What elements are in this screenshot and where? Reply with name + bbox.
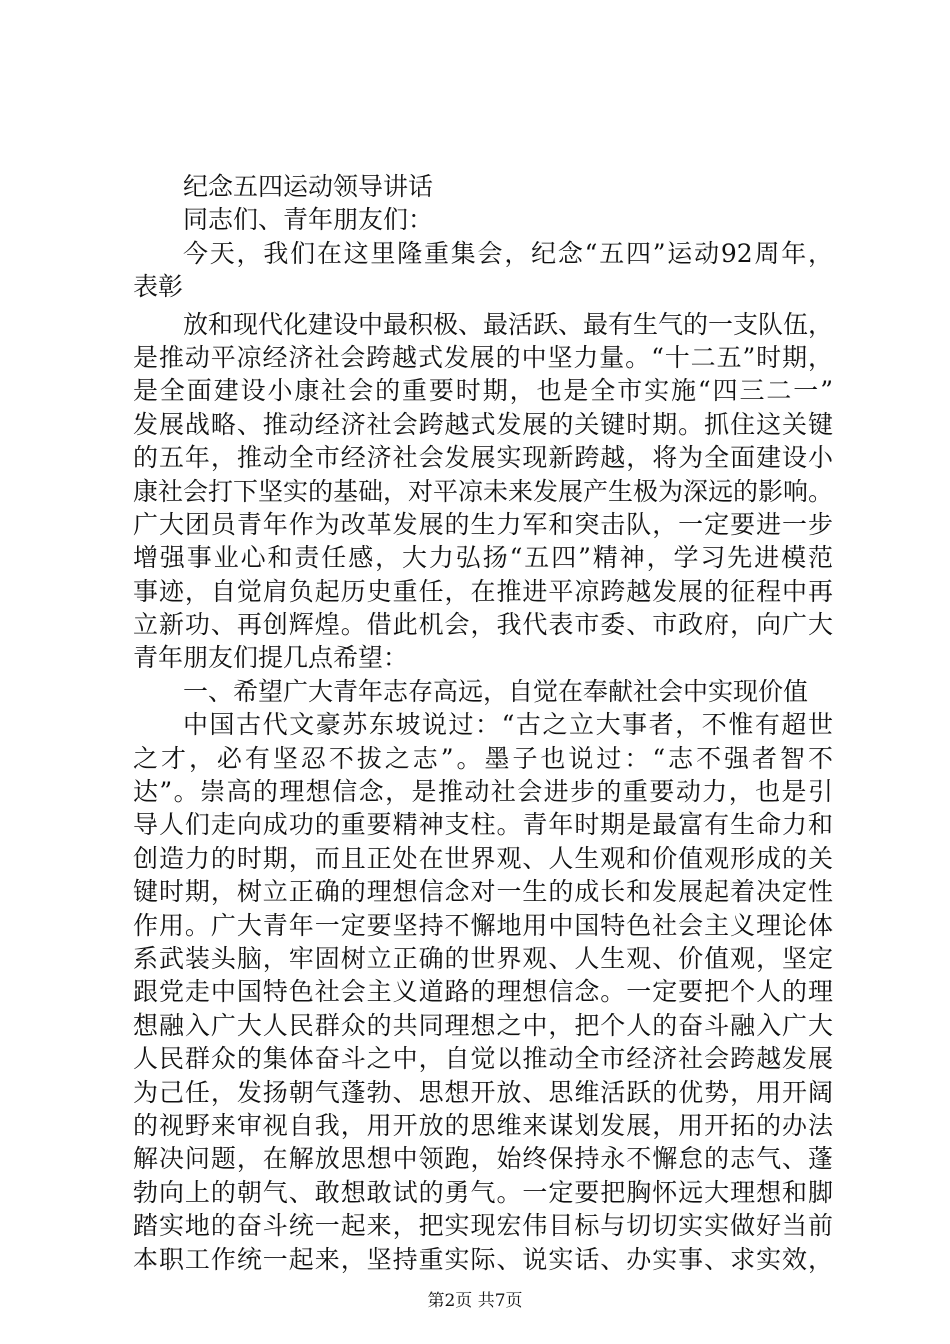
text-line: 康社会打下坚实的基础，对平凉未来发展产生极为深远的影响。 [133,476,833,506]
text-line: 勃向上的朝气、敢想敢试的勇气。一定要把胸怀远大理想和脚 [133,1177,833,1207]
text-line: 发展战略、推动经济社会跨越式发展的关键时期。抓住这关键 [133,409,833,439]
text-line: 增强事业心和责任感，大力弘扬“五四”精神，学习先进模范 [133,543,833,573]
text-line: 跟党走中国特色社会主义道路的理想信念。一定要把个人的理 [133,977,833,1007]
text-line: 立新功、再创辉煌。借此机会，我代表市委、市政府，向广大 [133,610,833,640]
text-line: 是推动平凉经济社会跨越式发展的中坚力量。“十二五”时期， [133,342,833,372]
text-line: 放和现代化建设中最积极、最活跃、最有生气的一支队伍， [183,309,833,339]
text-line: 事迹，自觉肩负起历史重任，在推进平凉跨越发展的征程中再 [133,576,833,606]
text-line: 的视野来审视自我，用开放的思维来谋划发展，用开拓的办法 [133,1110,833,1140]
text-line: 想融入广大人民群众的共同理想之中，把个人的奋斗融入广大 [133,1010,833,1040]
text-line: 系武装头脑，牢固树立正确的世界观、人生观、价值观，坚定 [133,943,833,973]
text-line: 人民群众的集体奋斗之中，自觉以推动全市经济社会跨越发展 [133,1044,833,1074]
text-line: 踏实地的奋斗统一起来，把实现宏伟目标与切切实实做好当前 [133,1211,833,1241]
text-line: 的五年，推动全市经济社会发展实现新跨越，将为全面建设小 [133,443,833,473]
text-line: 达”。崇高的理想信念，是推动社会进步的重要动力，也是引 [133,777,833,807]
text-line: 创造力的时期，而且正处在世界观、人生观和价值观形成的关 [133,843,833,873]
text-line: 键时期，树立正确的理想信念对一生的成长和发展起着决定性 [133,877,833,907]
text-line: 同志们、青年朋友们： [183,205,434,235]
text-line: 表彰 [133,272,184,302]
text-line: 解决问题，在解放思想中领跑，始终保持永不懈怠的志气、蓬 [133,1144,833,1174]
text-line: 一、希望广大青年志存高远，自觉在奉献社会中实现价值 [183,676,809,706]
document-title: 纪念五四运动领导讲话 [183,172,434,201]
document-body [133,170,833,1276]
text-line: 青年朋友们提几点希望： [133,643,409,673]
text-line: 本职工作统一起来，坚持重实际、说实话、办实事、求实效， [133,1244,833,1274]
text-line: 今天，我们在这里隆重集会，纪念“五四”运动92周年， [183,238,833,268]
text-line: 广大团员青年作为改革发展的生力军和突击队，一定要进一步 [133,509,833,539]
page-number-footer: 第2页 共7页 [427,1291,523,1311]
text-line: 中国古代文豪苏东坡说过：“古之立大事者，不惟有超世 [183,710,833,740]
text-line: 是全面建设小康社会的重要时期，也是全市实施“四三二一” [133,376,833,406]
text-line: 之才，必有坚忍不拔之志”。墨子也说过：“志不强者智不 [133,743,833,773]
text-line: 为己任，发扬朝气蓬勃、思想开放、思维活跃的优势，用开阔 [133,1077,833,1107]
text-line: 作用。广大青年一定要坚持不懈地用中国特色社会主义理论体 [133,910,833,940]
text-line: 导人们走向成功的重要精神支柱。青年时期是最富有生命力和 [133,810,833,840]
